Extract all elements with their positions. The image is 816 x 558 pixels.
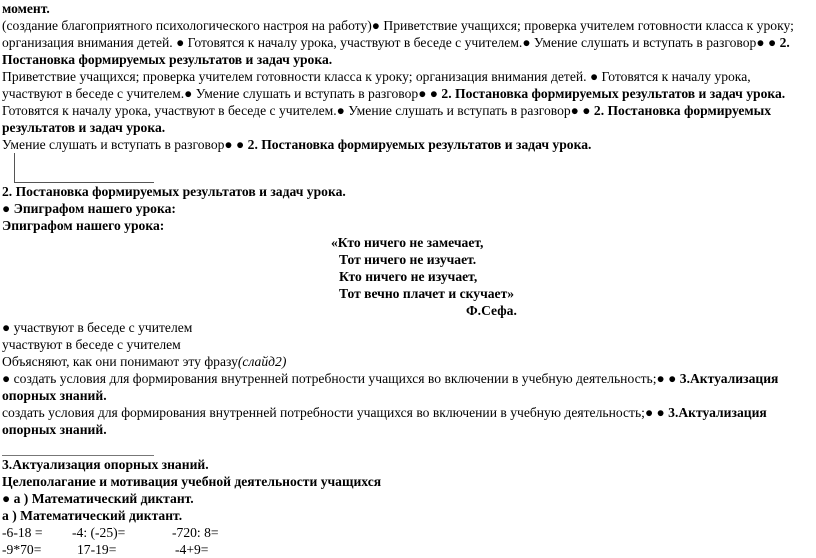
epigraph-line: «Кто ничего не замечает, <box>331 235 484 250</box>
text-span: Умение слушать и вступать в разговор <box>2 137 225 152</box>
text-line <box>2 404 816 421</box>
text-span: участвуют в беседе с учителем.● Умение слушать и вступать в разговор <box>2 86 419 101</box>
text-span: создать условия для формирования внутренней потребности учащихся во включении в учебную деятельность; <box>2 405 645 420</box>
text-line <box>2 136 816 153</box>
text-line: ● а ) Математический диктант. <box>2 491 194 506</box>
dictation-item: -9*70= <box>2 542 42 557</box>
text-line <box>2 353 816 370</box>
text-span: организация внимания детей. ● Готовятся к началу урока, участвуют в беседе с учителем. <box>2 35 523 50</box>
empty-table-cell <box>14 153 154 183</box>
text-span: 2. Постановка формируемых результатов и задач урока. <box>247 137 592 152</box>
slide-ref: (слайд2) <box>237 354 287 369</box>
dictation-item: -720: 8= <box>172 525 219 540</box>
text-line: результатов и задач урока. <box>2 120 166 135</box>
text-line <box>2 85 816 102</box>
epigraph-author: Ф.Сефа. <box>466 303 517 318</box>
dictation-item: 17-19= <box>77 542 117 557</box>
text-line: ● Эпиграфом нашего урока: <box>2 201 176 216</box>
text-span: ● Приветствие учащихся; проверка учителем готовности класса к уроку; <box>371 18 794 33</box>
text-span: 3.Актуализация <box>679 371 779 386</box>
text-line: ● участвуют в беседе с учителем <box>2 320 193 335</box>
epigraph-line: Тот вечно плачет и скучает» <box>339 286 515 301</box>
text-span: (создание благоприятного психологического настроя на работу) <box>2 18 372 33</box>
text-line <box>2 17 816 34</box>
text-line: Постановка формируемых результатов и задач урока. <box>2 52 333 67</box>
bullet-span: ● ● <box>570 103 594 118</box>
bullet-span: ● ● <box>656 371 680 386</box>
bullet-span: ● ● <box>224 137 248 152</box>
text-span: 2. Постановка формируемых результатов и задач урока. <box>441 86 786 101</box>
dictation-row <box>2 541 816 558</box>
bullet-span: ● ● <box>756 35 780 50</box>
text-span: 3.Актуализация <box>668 405 767 420</box>
text-line: опорных знаний. <box>2 422 107 437</box>
text-line: Эпиграфом нашего урока: <box>2 218 165 233</box>
text-line: опорных знаний. <box>2 388 107 403</box>
text-line: Приветствие учащихся; проверка учителем готовности класса к уроку; организация внимания детей. ● Готовятся к началу урока, <box>2 69 751 84</box>
text-line <box>2 370 816 387</box>
text-line: участвуют в беседе с учителем <box>2 337 181 352</box>
text-line: 3.Актуализация опорных знаний. <box>2 457 209 472</box>
text-span: ● создать условия для формирования внутренней потребности учащихся во включении в учебную деятельность; <box>2 371 657 386</box>
text-line <box>2 102 816 119</box>
text-line: а ) Математический диктант. <box>2 508 183 523</box>
text-line: момент. <box>2 1 50 16</box>
separator-line <box>2 438 154 456</box>
text-span: Готовятся к началу урока, участвуют в беседе с учителем.● Умение слушать и вступать в разговор <box>2 103 571 118</box>
dictation-item: -4: (-25)= <box>72 525 126 540</box>
dictation-item: -4+9= <box>175 542 209 557</box>
epigraph-line: Кто ничего не изучает, <box>339 269 478 284</box>
text-span: Объясняют, как они понимают эту фразу <box>2 354 238 369</box>
dictation-row <box>2 524 816 541</box>
dictation-item: -6-18 = <box>2 525 43 540</box>
bullet-span: ● ● <box>644 405 669 420</box>
text-line: Целеполагание и мотивация учебной деятельности учащихся <box>2 474 382 489</box>
text-line: 2. Постановка формируемых результатов и задач урока. <box>2 184 346 199</box>
epigraph-line: Тот ничего не изучает. <box>339 252 477 267</box>
text-line <box>2 34 816 51</box>
bullet-span: ● ● <box>418 86 442 101</box>
text-span: 2. Постановка формируемых <box>593 103 772 118</box>
text-span: ● Умение слушать и вступать в разговор <box>522 35 757 50</box>
text-span: 2. <box>779 35 790 50</box>
